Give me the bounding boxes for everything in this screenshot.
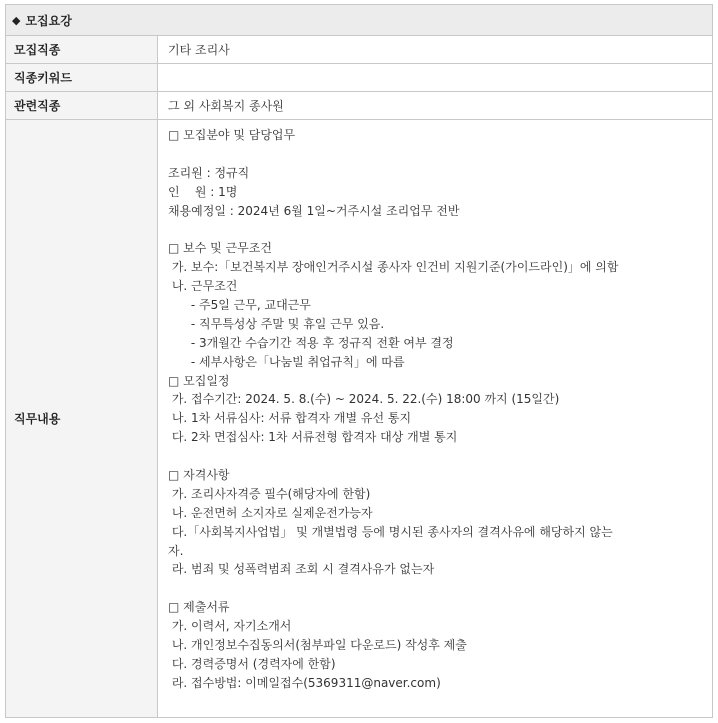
- detail-line: 다.「사회복지사업법」 및 개별법령 등에 명시된 종사자의 결격사유에 해당하지 않는: [168, 524, 613, 539]
- recruitment-table: [5, 4, 713, 718]
- detail-line: 조리원 : 정규직: [168, 165, 250, 180]
- section-title: 모집요강: [25, 13, 72, 28]
- detail-line: - 3개월간 수습기간 적용 후 정규직 전환 여부 결정: [168, 335, 454, 350]
- detail-line: 라. 범죄 및 성폭력범죄 조회 시 결격사유가 없는자: [168, 562, 435, 577]
- job-type-label: 모집직종: [6, 36, 158, 63]
- section-header: [6, 5, 712, 36]
- detail-line: - 세부사항은「나눔빌 취업규칙」에 따름: [168, 354, 405, 369]
- detail-line: □ 보수 및 근무조건: [168, 241, 272, 256]
- detail-line: 다. 2차 면접심사: 1차 서류전형 합격자 대상 개별 통지: [168, 430, 458, 445]
- keyword-label: 직종키워드: [6, 64, 158, 91]
- detail-line: 채용예정일 : 2024년 6월 1일~거주시설 조리업무 전반: [168, 203, 460, 218]
- detail-line: [168, 220, 712, 239]
- detail-line: 가. 보수:「보건복지부 장애인거주시설 종사자 인건비 지원기준(가이드라인)」에 의함: [168, 260, 619, 275]
- detail-line: - 주5일 근무, 교대근무: [168, 298, 311, 313]
- detail-line: - 직무특성상 주말 및 휴일 근무 있음.: [168, 316, 385, 331]
- row-keyword: [6, 64, 712, 92]
- keyword-value: [158, 64, 712, 91]
- detail-line: 다. 경력증명서 (경력자에 한함): [168, 656, 336, 671]
- detail-line: □ 모집일정: [168, 373, 230, 388]
- detail-line: 자.: [168, 543, 184, 558]
- detail-line: □ 모집분야 및 담당업무: [168, 128, 296, 142]
- job-type-value: 기타 조리사: [168, 43, 230, 57]
- detail-line: 라. 접수방법: 이메일접수(5369311@naver.com): [168, 675, 441, 690]
- detail-content: [158, 120, 712, 717]
- detail-line: 나. 운전면허 소지자로 실제운전가능자: [168, 505, 373, 520]
- detail-line: □ 제출서류: [168, 600, 230, 615]
- related-value: 그 외 사회복지 종사원: [168, 99, 284, 113]
- detail-line: [168, 145, 712, 164]
- detail-line: [168, 579, 712, 598]
- detail-line: 나. 1차 서류심사: 서류 합격자 개별 유선 통지: [168, 411, 412, 426]
- related-label: 관련직종: [6, 92, 158, 119]
- detail-line: 가. 이력서, 자기소개서: [168, 619, 292, 634]
- detail-line: 가. 조리사자격증 필수(해당자에 한함): [168, 486, 371, 501]
- row-related: [6, 92, 712, 120]
- detail-line: [168, 447, 712, 466]
- detail-line: 가. 접수기간: 2024. 5. 8.(수) ~ 2024. 5. 22.(수) 18:00 까지 (15일간): [168, 392, 560, 407]
- detail-line: 인 원 : 1명: [168, 184, 238, 199]
- row-detail: [6, 120, 712, 717]
- row-job-type: [6, 36, 712, 64]
- detail-line: □ 자격사항: [168, 468, 230, 483]
- diamond-bullet-icon: ◆: [12, 13, 21, 27]
- detail-line: 나. 개인정보수집동의서(첨부파일 다운로드) 작성후 제출: [168, 638, 467, 653]
- detail-label: 직무내용: [6, 120, 158, 717]
- detail-line: 나. 근무조건: [168, 279, 238, 294]
